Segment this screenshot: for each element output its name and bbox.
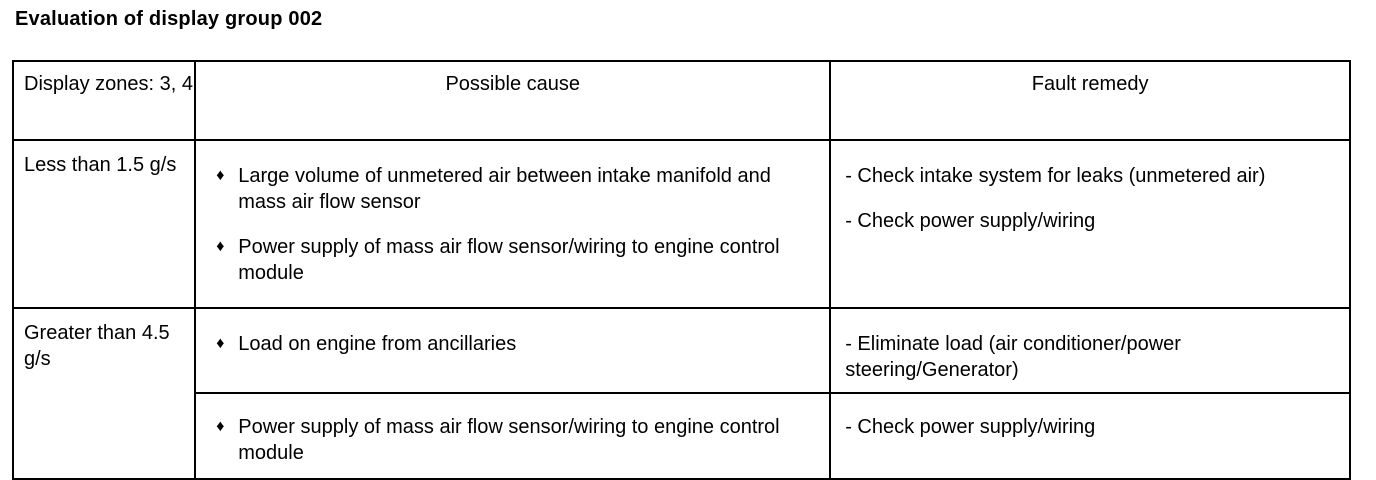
remedy-cell bbox=[830, 140, 1350, 308]
diamond-bullet-icon: ♦ bbox=[216, 238, 225, 255]
table-row bbox=[13, 308, 1350, 393]
cause-text: Load on engine from ancillaries bbox=[238, 333, 517, 355]
remedy-cell bbox=[830, 308, 1350, 393]
evaluation-table bbox=[12, 60, 1351, 480]
remedy-text: - Check intake system for leaks (unmetered air) bbox=[845, 165, 1266, 187]
header-fault-remedy: Fault remedy bbox=[830, 61, 1350, 140]
row-label-less-than: Less than 1.5 g/s bbox=[13, 140, 195, 308]
remedy-text: - Eliminate load (air conditioner/power steering/Generator) bbox=[845, 333, 1181, 381]
remedy-text: - Check power supply/wiring bbox=[845, 210, 1096, 232]
cause-item bbox=[196, 414, 829, 466]
header-possible-cause: Possible cause bbox=[195, 61, 830, 140]
table-row bbox=[13, 393, 1350, 479]
header-display-zones: Display zones: 3, 4 bbox=[13, 61, 195, 140]
diamond-bullet-icon: ♦ bbox=[216, 167, 225, 184]
row-label-greater-than: Greater than 4.5 g/s bbox=[13, 308, 195, 479]
cause-text: Large volume of unmetered air between intake manifold and mass air flow sensor bbox=[238, 165, 771, 213]
remedy-text: - Check power supply/wiring bbox=[845, 416, 1096, 438]
cause-text: Power supply of mass air flow sensor/wiring to engine control module bbox=[238, 416, 780, 464]
cause-cell bbox=[195, 393, 830, 479]
table-row bbox=[13, 140, 1350, 308]
table-header-row bbox=[13, 61, 1350, 140]
cause-item bbox=[196, 163, 829, 215]
cause-item bbox=[196, 234, 829, 286]
diamond-bullet-icon: ♦ bbox=[216, 418, 225, 435]
remedy-cell bbox=[830, 393, 1350, 479]
cause-cell bbox=[195, 140, 830, 308]
cause-item bbox=[196, 331, 829, 357]
cause-cell bbox=[195, 308, 830, 393]
diamond-bullet-icon: ♦ bbox=[216, 335, 225, 352]
cause-text: Power supply of mass air flow sensor/wiring to engine control module bbox=[238, 236, 780, 284]
page-title: Evaluation of display group 002 bbox=[15, 8, 323, 30]
